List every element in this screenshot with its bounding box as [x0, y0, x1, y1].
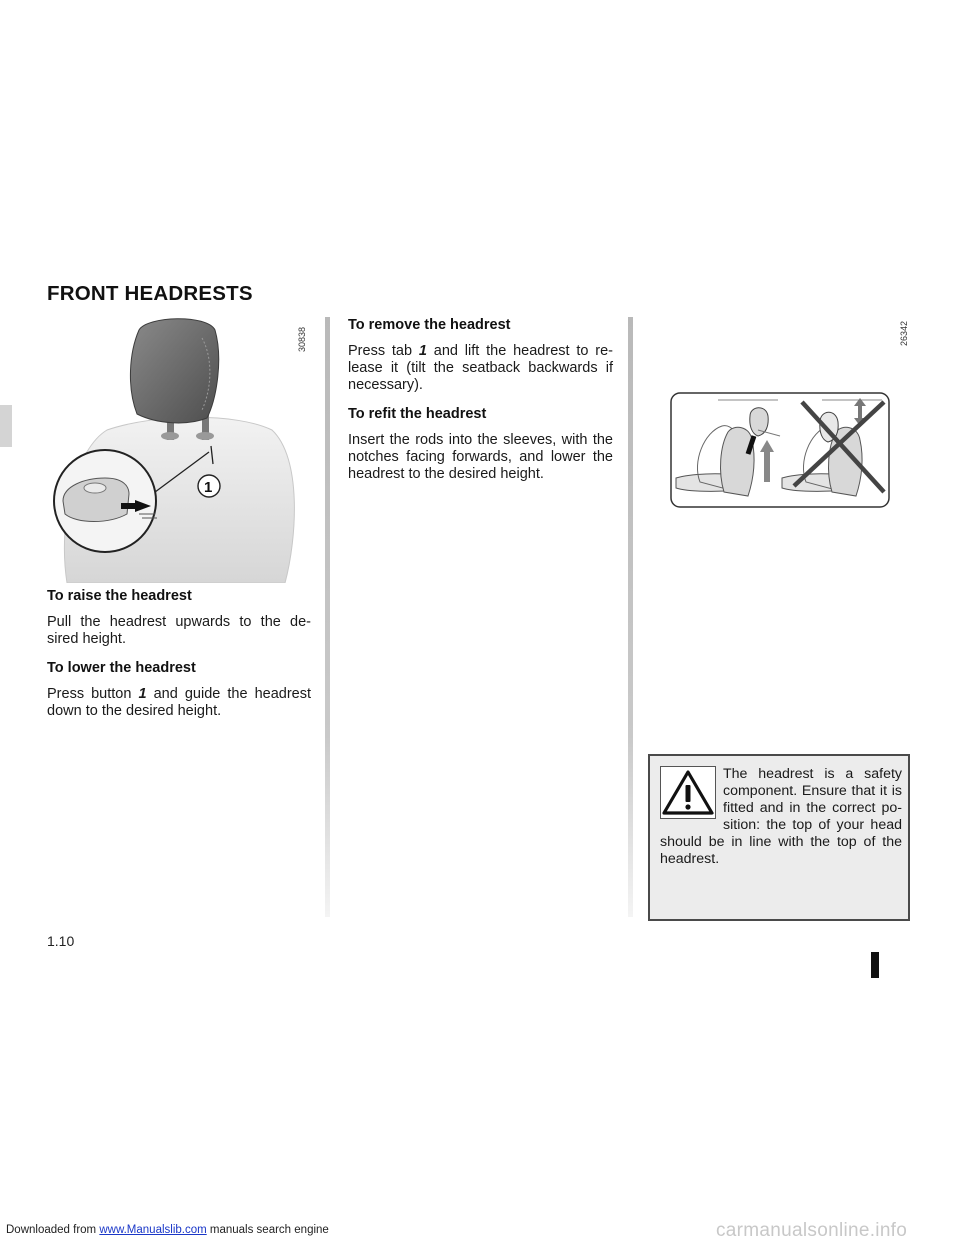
headrest-cushion	[130, 319, 218, 423]
page-title: FRONT HEADRESTS	[47, 282, 253, 305]
column-divider	[628, 317, 633, 917]
warning-text: The headrest is a safety component. Ensure that it is fitted and in the correct po-sition: the top of your head should be in line with the top of the headrest.	[660, 766, 902, 867]
manualslib-link[interactable]: www.Manualslib.com	[99, 1224, 207, 1236]
headrest-illustration	[47, 318, 312, 583]
chapter-tab-marker	[0, 405, 12, 447]
warning-text-block	[660, 766, 902, 868]
raise-text: Pull the headrest upwards to the de-sired height.	[47, 614, 311, 647]
lower-text: Press button 1 and guide the headrest down to the desired height.	[47, 686, 312, 719]
tab-ref: 1	[418, 343, 427, 359]
figure-code-headrest: 30838	[297, 326, 307, 352]
remove-heading: To remove the headrest	[348, 317, 511, 333]
warning-box	[648, 754, 910, 921]
callout-1: 1	[204, 479, 213, 496]
page-number: 1.10	[47, 933, 75, 949]
page-corner-mark	[871, 952, 879, 978]
download-footer: Downloaded from www.Manualslib.com manuals search engine	[6, 1224, 329, 1236]
column-1-text	[47, 588, 311, 732]
raise-heading: To raise the headrest	[47, 588, 192, 604]
button-ref: 1	[138, 686, 147, 702]
refit-heading: To refit the headrest	[348, 406, 487, 422]
watermark: carmanualsonline.info	[716, 1220, 908, 1241]
column-divider	[325, 317, 330, 917]
warning-triangle-icon	[660, 766, 718, 820]
seat-position-illustration	[670, 392, 890, 508]
column-2-text	[348, 317, 613, 495]
refit-text: Insert the rods into the sleeves, with the notches facing forwards, and lower the headrest to the desired height.	[348, 432, 613, 482]
lower-heading: To lower the headrest	[47, 660, 196, 676]
figure-code-seats: 26342	[899, 320, 909, 346]
remove-text: Press tab 1 and lift the headrest to re-lease it (tilt the seatback backwards if necessary).	[348, 343, 613, 393]
